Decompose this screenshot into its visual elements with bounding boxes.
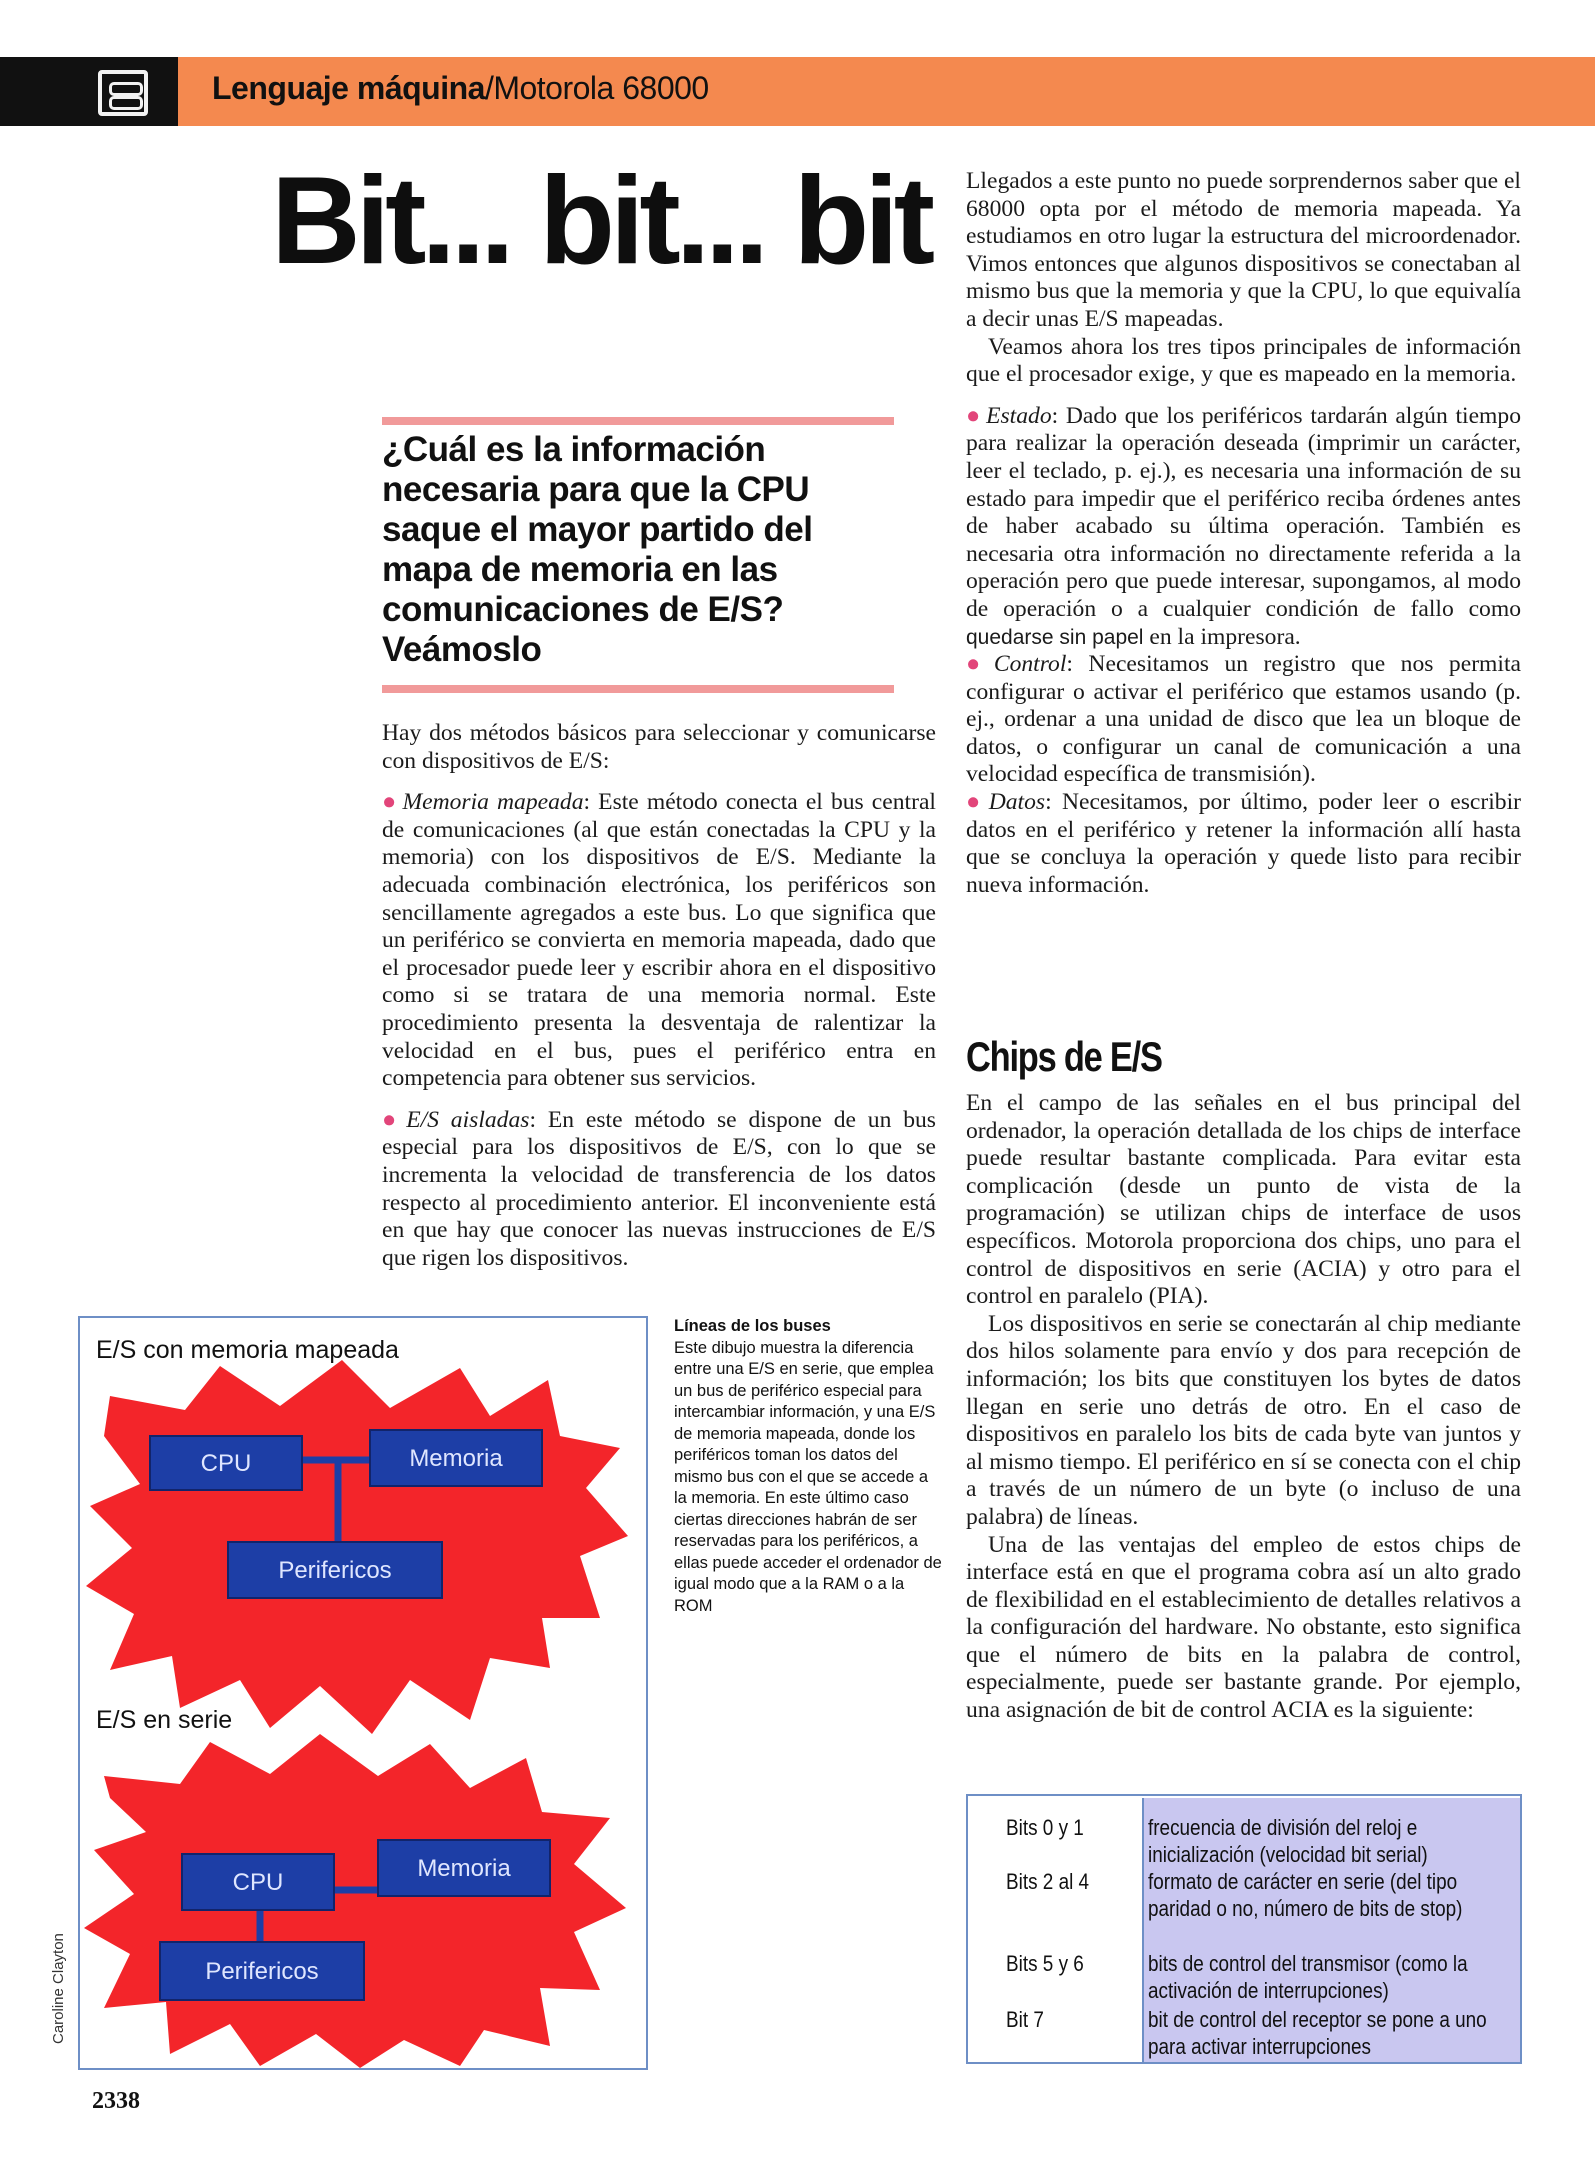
bullet-term: Estado <box>986 402 1052 429</box>
bullet-term: Control <box>993 651 1067 678</box>
bullet-inline-term: quedarse sin papel <box>966 625 1144 649</box>
section-paragraph: Una de las ventajas del empleo de estos chips de interface está en que el programa cobra así un alto grado de flexibilidad en el establecimiento de detalles relativos a la configuración del hardware. No obstante, esto significa que el número de bits en la palabra de control, especialmente, puede ser bastante grande. Por ejemplo, una asignación de bit de control ACIA es la siguiente: <box>966 1531 1521 1724</box>
peripherals-label-top: Perifericos <box>278 1557 392 1584</box>
bus-diagram <box>78 1316 648 2070</box>
section-heading: Chips de E/S <box>966 1033 1162 1080</box>
header-title-rest: /Motorola 68000 <box>484 70 709 106</box>
caption-text: Este dibujo muestra la diferencia entre una E/S en serie, que emplea un bus de periférico especial para intercambiar información, y una E/S de memoria mapeada, donde los periféricos toman los datos del mismo bus con el que se accede a la memoria. En este último caso ciertas direcciones habrán de ser reservadas para los periféricos, a ellas puede acceder el ordenador de igual modo que a la RAM o a la ROM <box>674 1338 942 1615</box>
memory-label-bottom: Memoria <box>417 1855 511 1882</box>
cpu-label-bottom: CPU <box>232 1869 284 1896</box>
intro-top-rule <box>382 417 894 425</box>
acia-description: bit de control del receptor se pone a uno para activar interrupciones <box>1148 2007 1487 2059</box>
bullet-control <box>966 651 1521 789</box>
right-paragraph: Llegados a este punto no puede sorprendernos saber que el 68000 opta por el método de memoria mapeada. Ya estudiamos en otro lugar la estructura del microordenador. Vimos entonces que algunos dispositivos se conectaban al mismo bus que la memoria y que la CPU, lo que equivalía a decir unas E/S mapeadas. <box>966 168 1521 332</box>
right-paragraph: Veamos ahora los tres tipos principales de información que el procesador exige, y que es mapeado en la memoria. <box>966 333 1521 388</box>
bullet-text: : Necesitamos un registro que nos permita configurar o activar el periférico que estamos usando (p. ej., ordenar a una unidad de disco que lea un bloque de datos, o configurar un canal de comunicación a una velocidad específica de transmisión). <box>966 651 1521 788</box>
cpu-label-top: CPU <box>200 1450 252 1477</box>
bullet-icon: ● <box>966 651 990 678</box>
bullet-datos <box>966 789 1521 899</box>
diagram-caption <box>674 1316 944 1617</box>
intro-text: ¿Cuál es la información necesaria para que la CPU saque el mayor partido del mapa de memoria en las comunicaciones de E/S? Veámoslo <box>382 430 813 669</box>
bullet-text: : Necesitamos, por último, poder leer o escribir datos en el periférico y retener la información allí hasta que se concluya la operación y quede listo para recibir nueva información. <box>966 789 1521 898</box>
illustration-credit: Caroline Clayton <box>50 1933 67 2044</box>
acia-bits: Bits 2 al 4 <box>1006 1869 1090 1894</box>
acia-bit-table <box>966 1794 1522 2064</box>
bullet-term: Memoria mapeada <box>402 789 584 816</box>
right-column <box>966 168 1521 899</box>
bullet-icon: ● <box>382 1106 403 1133</box>
acia-bits: Bits 5 y 6 <box>1006 1951 1084 1976</box>
bullet-term: Datos <box>988 789 1046 816</box>
bus-diagram-svg <box>80 1318 646 2068</box>
acia-description: formato de carácter en serie (del tipo paridad o no, número de bits de stop) <box>1148 1869 1463 1921</box>
bullet-text: : Este método conecta el bus central de comunicaciones (al que están conectadas la CPU y la memoria) con los dispositivos de E/S. Mediante la adecuada combinación electrónica, los periféricos son sencillamente agregados a este bus. Lo que significa que un periférico se convierta en memoria mapeada, dado que el procesador puede leer y escribir ahora en el dispositivo como si se tratara de una memoria normal. Este procedimiento presenta la desventaja de ralentizar la velocidad en el bus, pues el periférico entra en competencia para obtener sus servicios. <box>382 789 936 1092</box>
caption-title: Líneas de los buses <box>674 1317 831 1335</box>
bullet-icon: ● <box>382 789 399 816</box>
starburst-bottom <box>84 1734 626 2068</box>
left-paragraph: Hay dos métodos básicos para seleccionar y comunicarse con dispositivos de E/S: <box>382 720 936 774</box>
bullet-es-aisladas <box>382 1107 936 1273</box>
acia-bits: Bits 0 y 1 <box>1006 1815 1084 1840</box>
diagram-top-label: E/S con memoria mapeada <box>96 1336 399 1364</box>
memory-label-top: Memoria <box>409 1445 503 1472</box>
bullet-estado <box>966 403 1521 651</box>
acia-description: bits de control del transmisor (como la activación de interrupciones) <box>1148 1951 1468 2003</box>
bullet-icon: ● <box>966 402 983 429</box>
bullet-memoria-mapeada <box>382 789 936 1093</box>
bullet-text-end: en la impresora. <box>1143 623 1301 650</box>
computer-logo-icon <box>98 70 148 116</box>
bullet-text: : En este método se dispone de un bus especial para los dispositivos de E/S, con lo que se incrementa la velocidad de transferencia de los datos respecto al procedimiento anterior. El inconveniente está en que hay que conocer las nuevas instrucciones de E/S que rigen los dispositivos. <box>382 1106 936 1271</box>
page-number: 2338 <box>92 2088 140 2114</box>
section-header <box>212 70 709 107</box>
acia-bits: Bit 7 <box>1006 2007 1044 2032</box>
header-title-bold: Lenguaje máquina <box>212 70 485 106</box>
acia-description: frecuencia de división del reloj e inicialización (velocidad bit serial) <box>1148 1815 1428 1867</box>
left-column <box>382 720 936 1272</box>
page-title: Bit... bit... bit <box>271 152 930 290</box>
diagram-bottom-label: E/S en serie <box>96 1706 233 1734</box>
section-paragraph: Los dispositivos en serie se conectarán al chip mediante dos hilos solamente para envío y dos para recepción de información; los bits que constituyen los bytes de datos llegan en serie uno detrás de otro. En el caso de dispositivos en paralelo los bits de cada byte van juntos y al mismo tiempo. El periférico en sí se conecta con el chip a través de un número de un byte (o incluso de una palabra) de líneas. <box>966 1310 1521 1530</box>
peripherals-label-bottom: Perifericos <box>205 1958 319 1985</box>
bullet-term: E/S aisladas <box>406 1106 530 1133</box>
section-body <box>966 1090 1521 1725</box>
header-block <box>0 57 178 126</box>
bullet-text: : Dado que los periféricos tardarán algún tiempo para realizar la operación deseada (imprimir un carácter, leer el teclado, p. ej.), es necesaria una información de su estado para impedir que el periférico reciba órdenes antes de haber acabado su última operación. También es necesaria otra información no directamente referida a la operación pero que puede interesar, supongamos, al modo de operación o a cualquier condición de fallo como <box>966 402 1521 622</box>
bullet-icon: ● <box>966 789 985 816</box>
intro-bottom-rule <box>382 685 894 693</box>
section-paragraph: En el campo de las señales en el bus principal del ordenador, la operación detallada de los chips de interface puede resultar bastante complicada. Para evitar esta complicación (desde un punto de vista de la programación) se utilizan chips de interface de usos específicos. Motorola proporciona dos chips, uno para el control de dispositivos en serie (ACIA) y otro para el control en paralelo (PIA). <box>966 1090 1521 1310</box>
